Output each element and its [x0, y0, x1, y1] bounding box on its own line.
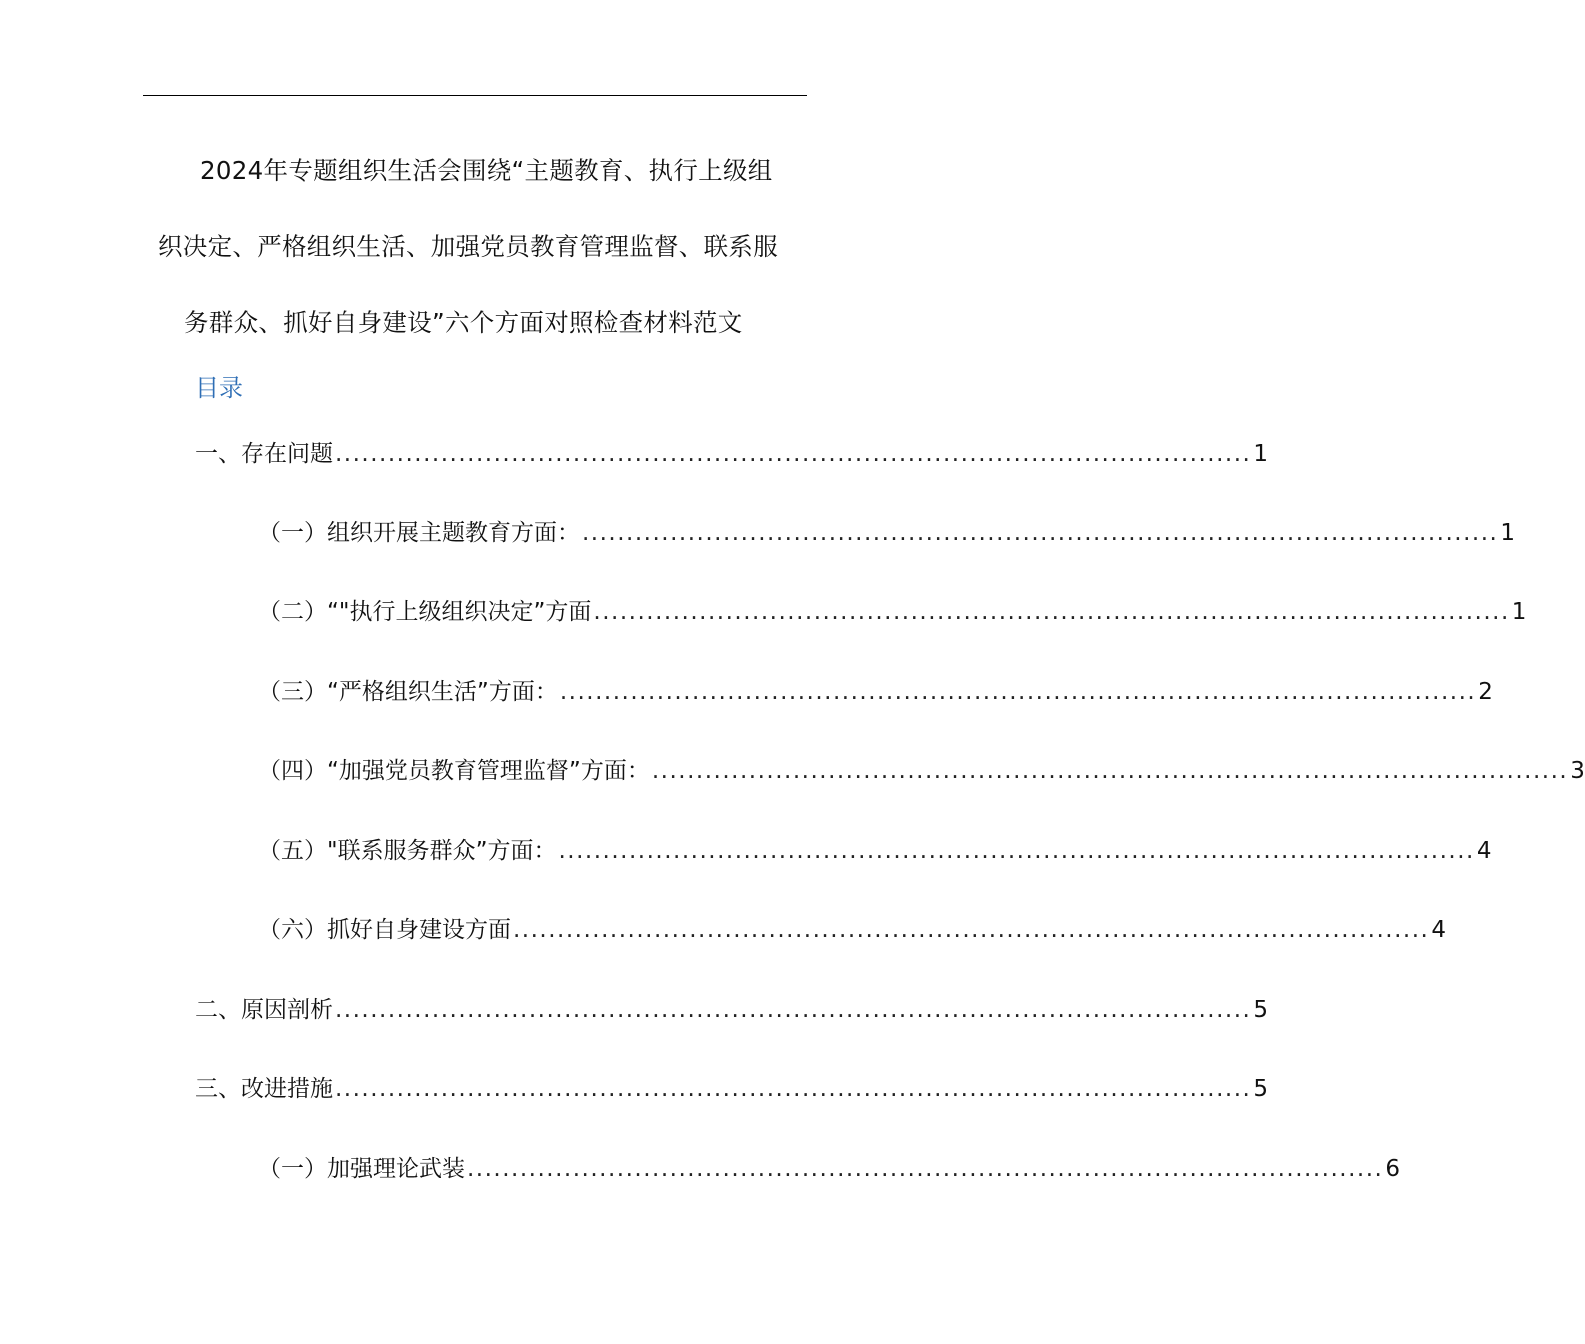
- toc-leader-dots: ........................................................................................................: [335, 441, 1252, 467]
- toc-entry-text: （五）"联系服务群众”方面：: [258, 838, 557, 864]
- toc-page-number: 6: [1385, 1156, 1400, 1182]
- toc-entry-text: 三、改进措施: [195, 1076, 333, 1102]
- toc-page-number: 5: [1253, 1076, 1268, 1102]
- toc-leader-dots: ........................................................................................................: [582, 520, 1499, 546]
- toc-leader-dots: ........................................................................................................: [335, 997, 1252, 1023]
- toc-entry[interactable]: [258, 672, 1493, 712]
- toc-entry[interactable]: [258, 751, 1585, 791]
- toc-leader-dots: ........................................................................................................: [593, 599, 1510, 625]
- toc-leader-dots: ........................................................................................................: [651, 758, 1569, 784]
- toc-page-number: 4: [1476, 838, 1492, 864]
- title-line: 2024年专题组织生活会围绕“主题教育、执行上级组: [200, 156, 773, 185]
- toc-page-number: 5: [1253, 997, 1268, 1023]
- toc-entry-text: （二）“"执行上级组织决定”方面: [258, 599, 592, 625]
- toc-leader-dots: ........................................................................................................: [335, 1076, 1252, 1102]
- toc-entry[interactable]: [258, 592, 1527, 632]
- toc-entry-text: （六）抓好自身建设方面: [258, 917, 511, 943]
- toc-leader-dots: ........................................................................................................: [559, 679, 1477, 705]
- toc-entry[interactable]: [195, 1069, 1268, 1109]
- toc-leader-dots: ........................................................................................................: [513, 917, 1430, 943]
- toc-entry[interactable]: [258, 910, 1446, 950]
- toc-page-number: 3: [1570, 758, 1585, 784]
- toc-page-number: 1: [1511, 599, 1527, 625]
- toc-page-number: 1: [1500, 520, 1515, 546]
- toc-entry[interactable]: [258, 1149, 1400, 1189]
- toc-entry-text: （一）组织开展主题教育方面：: [258, 520, 580, 546]
- toc-page-number: 1: [1253, 441, 1268, 467]
- toc-entry[interactable]: [195, 434, 1268, 474]
- toc-heading: 目录: [195, 374, 243, 402]
- toc-entry-text: （四）“加强党员教育管理监督”方面：: [258, 758, 650, 784]
- header-rule: [143, 95, 807, 96]
- toc-entry[interactable]: [258, 513, 1515, 553]
- toc-entry-text: （三）“严格组织生活”方面：: [258, 679, 558, 705]
- title-line: 织决定、严格组织生活、加强党员教育管理监督、联系服: [158, 232, 778, 261]
- toc-leader-dots: ........................................................................................................: [467, 1156, 1384, 1182]
- toc-page-number: 2: [1478, 679, 1493, 705]
- toc-leader-dots: ........................................................................................................: [558, 838, 1475, 864]
- toc-entry-text: 一、存在问题: [195, 441, 333, 467]
- toc-entry-text: （一）加强理论武装: [258, 1156, 465, 1182]
- title-line: 务群众、抓好自身建设”六个方面对照检查材料范文: [184, 308, 743, 337]
- toc-page-number: 4: [1431, 917, 1446, 943]
- toc-entry-text: 二、原因剖析: [195, 997, 333, 1023]
- toc-entry[interactable]: [195, 990, 1268, 1030]
- document-title: [140, 133, 820, 361]
- toc-entry[interactable]: [258, 831, 1492, 871]
